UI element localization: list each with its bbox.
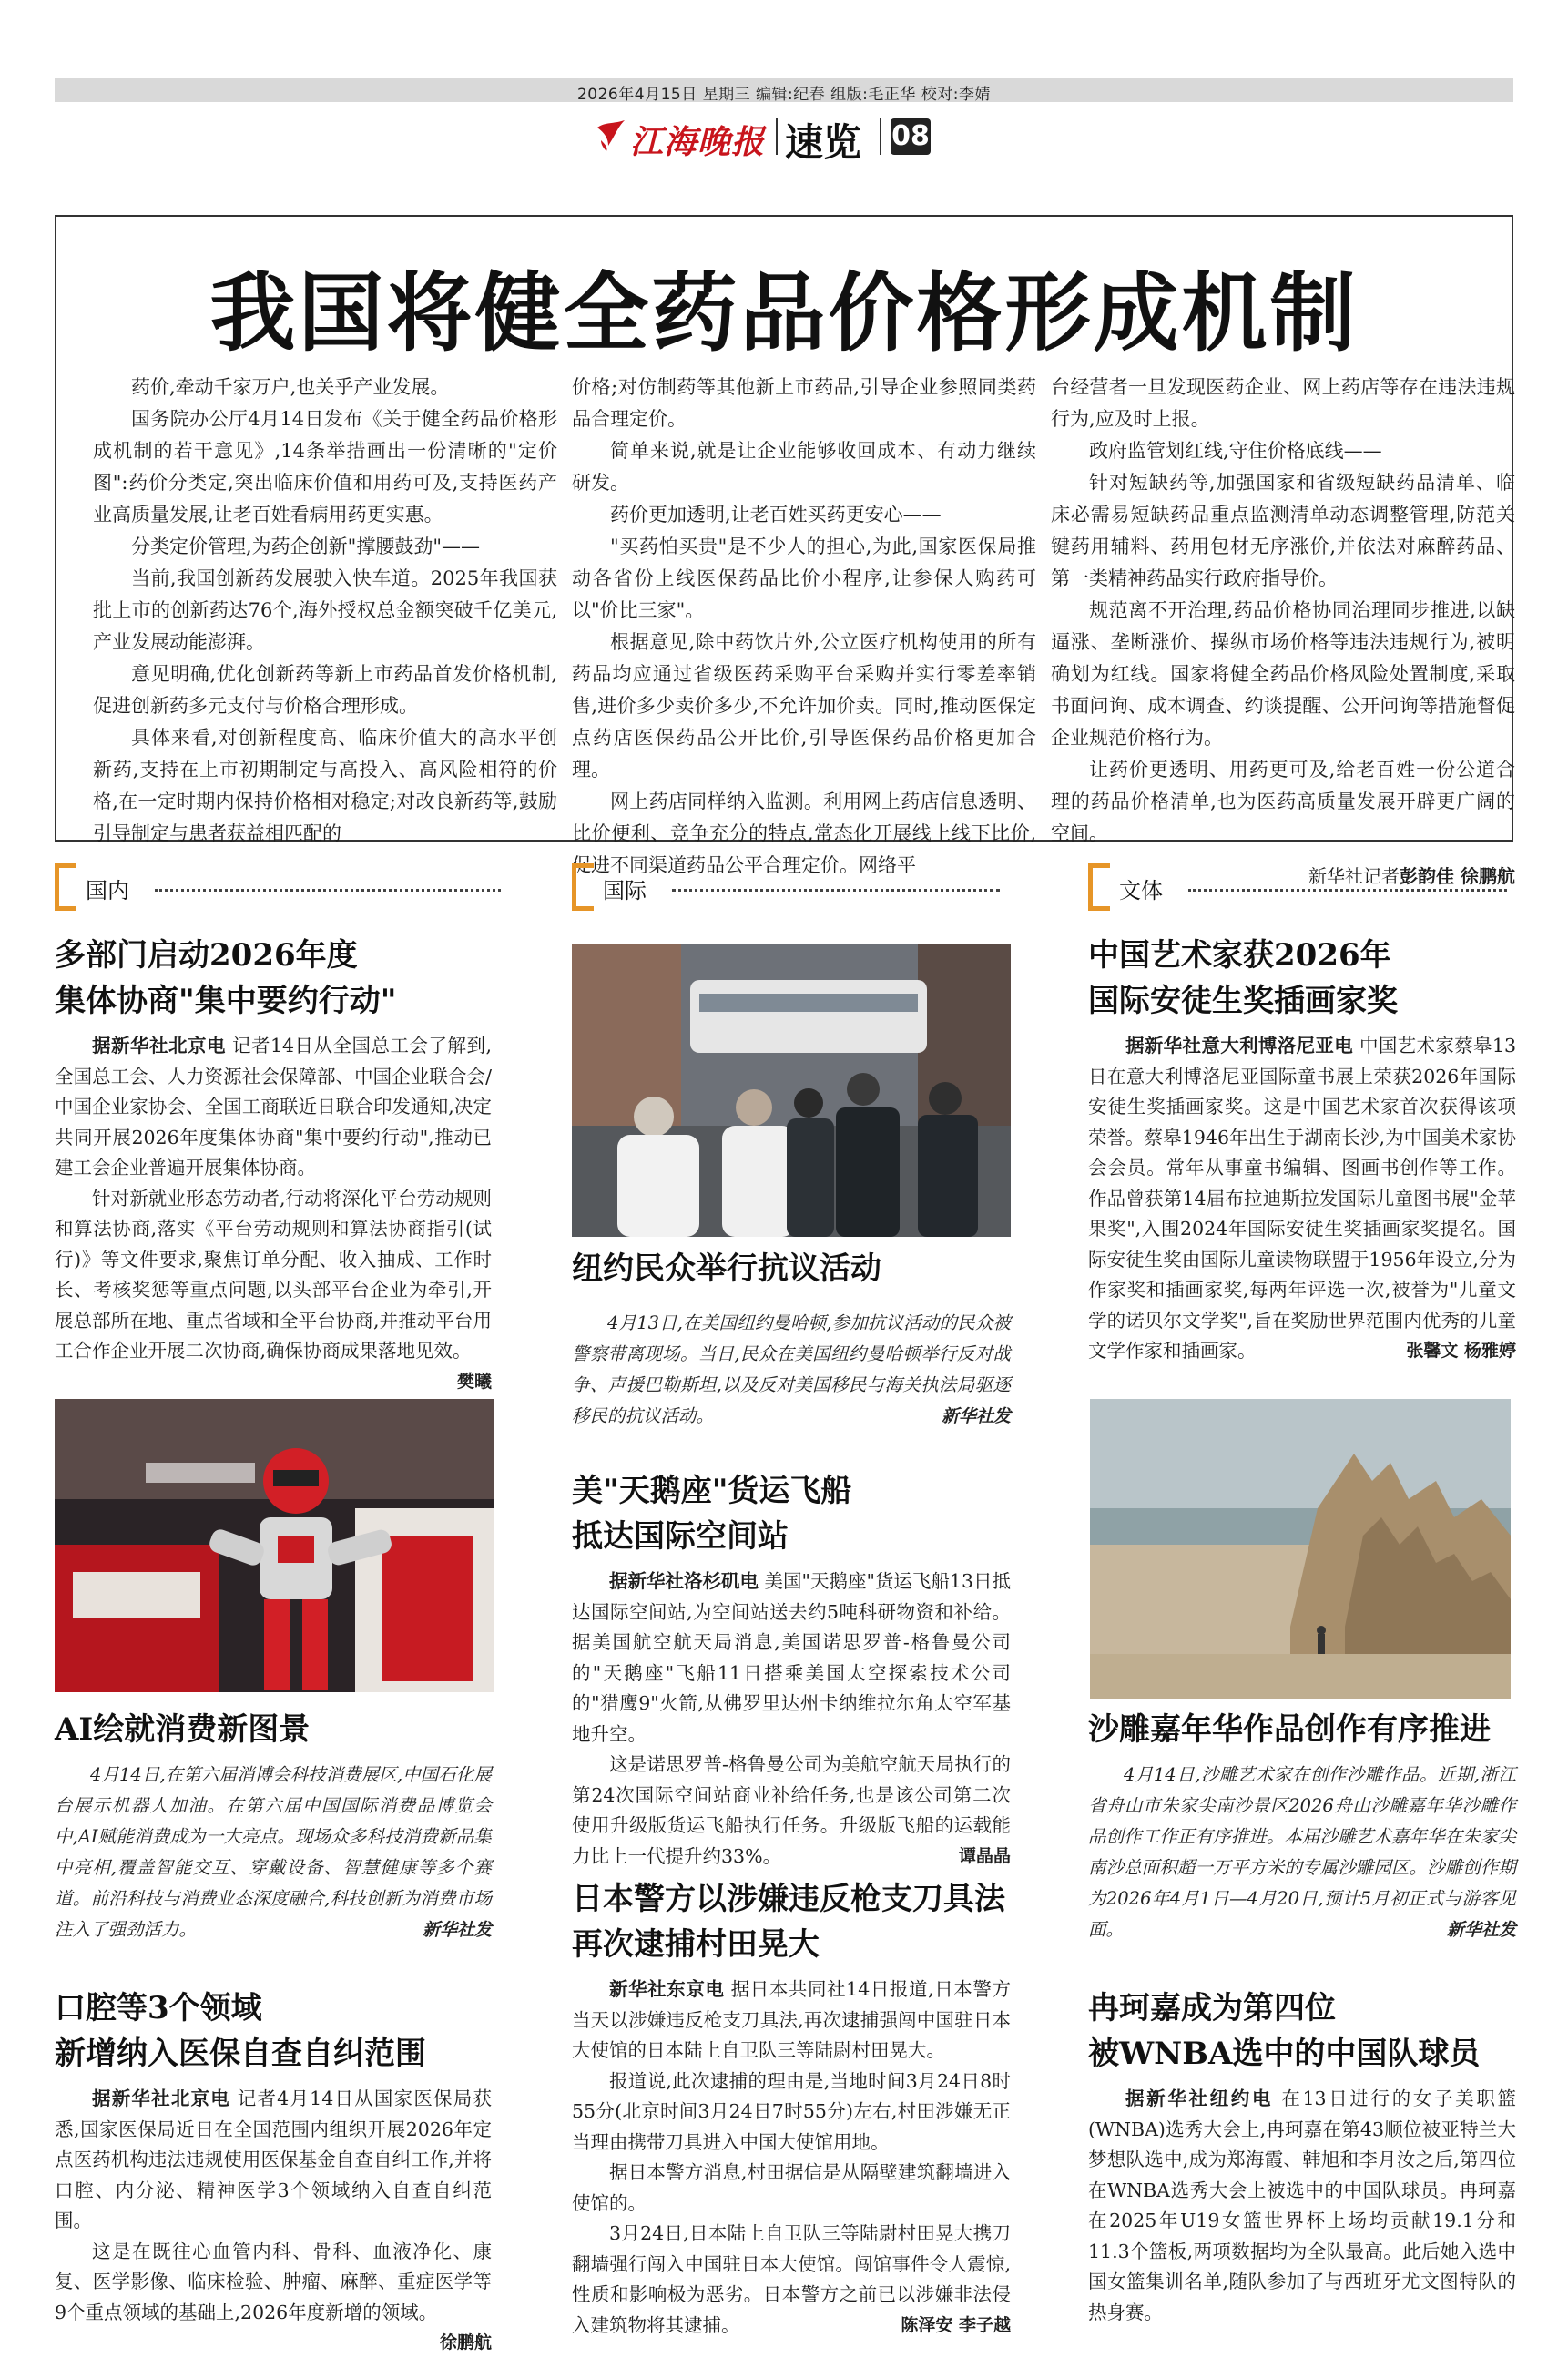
news-source: 新华社东京电 [609, 1978, 725, 2000]
paragraph: 网上药店同样纳入监测。利用网上药店信息透明、比价便利、竞争充分的特点,常态化开展线上线下比价,促进不同渠道药品公平合理定价。网络平 [572, 791, 1036, 876]
paragraph: 当前,我国创新药发展驶入快车道。2025年我国获批上市的创新药达76个,海外授权总金额突破千亿美元,产业发展动能澎湃。 [93, 567, 557, 653]
section-tab-culture [1088, 863, 1516, 914]
paragraph: 药价,牵动千家万户,也关乎产业发展。 [131, 376, 450, 398]
photo-caption: 4月14日,在第六届消博会科技消费展区,中国石化展台展示机器人加油。在第六届中国国际消费品博览会中,AI赋能消费成为一大亮点。现场众多科技消费新品集中亮相,覆盖智能交互、穿戴设备、智慧健康等多个赛道。前沿科技与消费业态深度融合,科技创新为消费市场注入了强劲活力。 新华社发 [55, 1760, 492, 1945]
photo-nyc-protest [572, 944, 1011, 1237]
article-nyc-protest [572, 1246, 1011, 1432]
article-headline: 美"天鹅座"货运飞船 抵达国际空间站 [572, 1473, 852, 1555]
dotted-rule [1188, 889, 1507, 892]
section-tab-domestic [55, 863, 510, 914]
photo-sand-sculpture [1090, 1399, 1511, 1699]
article-headline: 多部门启动2026年度 集体协商"集中要约行动" [55, 937, 397, 1019]
article-wnba-draft [1088, 1985, 1516, 2328]
page-number-badge: 08 [891, 118, 931, 155]
top-info-strip [55, 78, 1513, 102]
article-japan-arrest [572, 1876, 1011, 2341]
subheading: 分类定价管理,为药企创新"撑腰鼓劲"—— [131, 536, 480, 557]
paragraph: "买药怕买贵"是不少人的担心,为此,国家医保局推动各省份上线医保药品比价小程序,让参保人购药可以"价比三家"。 [572, 536, 1036, 621]
bird-logo-icon [596, 118, 626, 151]
dotted-rule [155, 889, 501, 892]
paragraph: 台经营者一旦发现医药企业、网上药店等存在违法违规行为,应及时上报。 [1051, 376, 1515, 430]
paragraph: 具体来看,对创新程度高、临床价值大的高水平创新药,支持在上市初期制定与高投入、高风险相符的价格,在一定时期内保持价格相对稳定;对改良新药等,鼓励引导制定与患者获益相匹配的 [93, 727, 557, 844]
article-headline: 日本警方以涉嫌违反枪支刀具法 再次逮捕村田晃大 [572, 1881, 1005, 1963]
masthead-divider [776, 118, 778, 155]
news-source: 据新华社洛杉矶电 [609, 1570, 759, 1592]
photo-caption: 4月13日,在美国纽约曼哈顿,参加抗议活动的民众被警察带离现场。当日,民众在美国纽约曼哈顿举行反对战争、声援巴勒斯坦,以及反对美国移民与海关执法局驱逐移民的抗议活动。 新华社发 [572, 1308, 1011, 1432]
article-body: 据新华社北京电 记者4月14日从国家医保局获悉,国家医保局近日在全国范围内组织开展2026年定点医药机构违法违规使用医保基金自查自纠工作,并将口腔、内分泌、精神医学3个领域纳入自查自纠范围。 这是在既往心血管内科、骨科、血液净化、康复、医学影像、临床检验、肿瘤、麻醉、重症医学等9个重点领域的基础上,2026年度新增的领域。 徐鹏航 [55, 2084, 492, 2328]
section-label: 国际 [603, 878, 647, 903]
news-source: 据新华社纽约电 [1125, 2087, 1274, 2109]
dotted-rule [672, 889, 1000, 892]
article-headline: 纽约民众举行抗议活动 [572, 1250, 881, 1287]
author: 谭晶晶 [958, 1845, 1011, 1866]
lead-headline: 我国将健全药品价格形成机制 [209, 264, 1359, 363]
author: 新华社发 [1446, 1920, 1516, 1940]
news-source: 据新华社北京电 [92, 1035, 226, 1056]
paragraph: 针对短缺药等,加强国家和省级短缺药品清单、临床必需易短缺药品重点监测清单动态调整管理,防范关键药用辅料、药用包材无序涨价,并依法对麻醉药品、第一类精神药品实行政府指导价。 [1051, 472, 1515, 589]
section-label: 国内 [86, 878, 129, 903]
paragraph: 国务院办公厅4月14日发布《关于健全药品价格形成机制的若干意见》,14条举措画出一份清晰的"定价图":药价分类定,突出临床价值和用药可及,支持医药产业高质量发展,让老百姓看病用药更实惠。 [93, 408, 557, 526]
article-headline: 冉珂嘉成为第四位 被WNBA选中的中国队球员 [1088, 1990, 1481, 2072]
article-body: 据新华社纽约电 在13日进行的女子美职篮(WNBA)选秀大会上,冉珂嘉在第43顺位被亚特兰大梦想队选中,成为郑海霞、韩旭和李月汝之后,第四位在WNBA选秀大会上被选中的中国队球员。冉珂嘉在2025年U19女篮世界杯上场均贡献19.1分和11.3个篮板,两项数据均为全队最高。此后她入选中国女篮集训名单,随队参加了与西班牙尤文图特队的热身赛。 [1088, 2087, 1516, 2323]
article-andersen-award [1088, 933, 1516, 1367]
section-label: 文体 [1119, 878, 1163, 903]
author: 陈泽安 李子越 [901, 2314, 1011, 2335]
lead-column [1051, 372, 1515, 887]
article-body: 据新华社洛杉矶电 美国"天鹅座"货运飞船13日抵达国际空间站,为空间站送去约5吨科研物资和补给。据美国航空航天局消息,美国诺思罗普-格鲁曼公司的"天鹅座"飞船11日搭乘美国太空探索技术公司的"猎鹰9"火箭,从佛罗里达州卡纳维拉尔角太空军基地升空。 这是诺思罗普-格鲁曼公司为美航空航天局执行的第24次国际空间站商业补给任务,也是该公司第二次使用升级版货运飞船执行任务。升级版飞船的运载能力比上一代提升约33%。 谭晶晶 [572, 1567, 1011, 1872]
article-headline: 沙雕嘉年华作品创作有序推进 [1088, 1711, 1491, 1748]
article-union-bargaining [55, 933, 492, 1397]
tab-bracket-icon [572, 863, 594, 911]
news-source: 据新华社意大利博洛尼亚电 [1125, 1035, 1354, 1056]
masthead [583, 107, 983, 164]
article-ai-consumption [55, 1707, 492, 1945]
article-body: 据新华社意大利博洛尼亚电 中国艺术家蔡皋13日在意大利博洛尼亚国际童书展上荣获2026年国际安徒生奖插画家奖。这是中国艺术家首次获得该项荣誉。蔡皋1946年出生于湖南长沙,为中国美术家协会会员。常年从事童书编辑、图画书创作等工作。作品曾获第14届布拉迪斯拉发国际儿童图书展"金苹果奖",入围2024年国际安徒生奖插画家奖提名。国际安徒生奖由国际儿童读物联盟于1956年设立,分为作家奖和插画家奖,每两年评选一次,被誉为"儿童文学的诺贝尔文学奖",旨在奖励世界范围内优秀的儿童文学作家和插画家。 张馨文 杨雅婷 [1088, 1031, 1516, 1367]
issue-dateline: 2026年4月15日 星期三 编辑:纪春 组版:毛正华 校对:李婧 [576, 86, 991, 104]
author: 新华社发 [422, 1920, 492, 1940]
author: 徐鹏航 [439, 2332, 492, 2353]
paragraph: 意见明确,优化创新药等新上市药品首发价格机制,促进创新药多元支付与价格合理形成。 [93, 663, 557, 717]
byline-prefix: 新华社记者 [1308, 865, 1400, 887]
paragraph: 简单来说,就是让企业能够收回成本、有动力继续研发。 [572, 440, 1036, 494]
masthead-divider [880, 118, 881, 155]
article-body: 据新华社北京电 记者14日从全国总工会了解到,全国总工会、人力资源社会保障部、中国企业联合会/中国企业家协会、全国工商联近日联合印发通知,决定共同开展2026年度集体协商"集中要约行动",推动已建工会企业普遍开展集体协商。 针对新就业形态劳动者,行动将深化平台劳动规则和算法协商,落实《平台劳动规则和算法协商指引(试行)》等文件要求,聚焦订单分配、收入抽成、工作时长、考核奖惩等重点问题,以头部平台企业为牵引,开展总部所在地、重点省域和全平台协商,并推动平台用工合作企业开展二次协商,确保协商成果落地见效。 樊曦 [55, 1031, 492, 1367]
article-headline: 中国艺术家获2026年 国际安徒生奖插画家奖 [1088, 937, 1398, 1019]
article-headline: AI绘就消费新图景 [55, 1711, 311, 1748]
author: 樊曦 [456, 1371, 492, 1392]
article-sand-sculpture [1088, 1707, 1516, 1945]
author: 新华社发 [941, 1406, 1011, 1426]
paragraph: 价格;对仿制药等其他新上市药品,引导企业参照同类药品合理定价。 [572, 376, 1036, 430]
tab-bracket-icon [1088, 863, 1110, 911]
lead-column [93, 372, 557, 844]
lead-story [55, 215, 1515, 887]
paragraph: 根据意见,除中药饮片外,公立医疗机构使用的所有药品均应通过省级医药采购平台采购并实行零差率销售,进价多少卖价多少,不允许加价卖。同时,推动医保定点药店医保药品公开比价,引导医保药品价格更加合理。 [572, 631, 1036, 781]
author: 张馨文 杨雅婷 [1406, 1341, 1516, 1361]
subheading: 药价更加透明,让老百姓买药更安心—— [610, 504, 942, 526]
section-tab-international [572, 863, 1009, 914]
article-body: 新华社东京电 据日本共同社14日报道,日本警方当天以涉嫌违反枪支刀具法,再次逮捕强闯中国驻日本大使馆的日本陆上自卫队三等陆尉村田晃大。 报道说,此次逮捕的理由是,当地时间3月24日8时55分(北京时间3月24日7时55分)左右,村田涉嫌无正当理由携带刀具进入中国大使馆用地。 据日本警方消息,村田据信是从隔壁建筑翻墙进入使馆的。 3月24日,日本陆上自卫队三等陆尉村田晃大携刀翻墙强行闯入中国驻日本大使馆。闯馆事件令人震惊,性质和影响极为恶劣。日本警方之前已以涉嫌非法侵入建筑物将其逮捕。 陈泽安 李子越 [572, 1975, 1011, 2341]
subheading: 政府监管划红线,守住价格底线—— [1089, 440, 1382, 462]
paper-name-logo: 江海晚报 [630, 124, 766, 161]
tab-bracket-icon [55, 863, 76, 911]
page-section-title: 速览 [785, 120, 862, 165]
news-source: 据新华社北京电 [92, 2087, 231, 2109]
article-cygnus-spacecraft [572, 1468, 1011, 1872]
photo-caption: 4月14日,沙雕艺术家在创作沙雕作品。近期,浙江省舟山市朱家尖南沙景区2026舟山沙雕嘉年华沙雕作品创作工作正有序推进。本届沙雕艺术嘉年华在朱家尖南沙总面积超一万平方米的专属沙雕园区。沙雕创作期为2026年4月1日—4月20日,预计5月初正式与游客见面。 新华社发 [1088, 1760, 1516, 1945]
article-headline: 口腔等3个领域 新增纳入医保自查自纠范围 [55, 1990, 426, 2072]
lead-column [572, 372, 1036, 876]
paragraph: 规范离不开治理,药品价格协同治理同步推进,以缺逼涨、垄断涨价、操纵市场价格等违法违规行为,被明确划为红线。国家将健全药品价格风险处置制度,采取书面问询、成本调查、约谈提醒、公开问询等措施督促企业规范价格行为。 [1051, 599, 1515, 749]
byline-names: 彭韵佳 徐鹏航 [1400, 865, 1515, 887]
article-medical-insurance [55, 1985, 492, 2359]
paragraph: 让药价更透明、用药更可及,给老百姓一份公道合理的药品价格清单,也为医药高质量发展开辟更广阔的空间。 [1051, 759, 1515, 844]
photo-robot-refueling [55, 1399, 494, 1692]
